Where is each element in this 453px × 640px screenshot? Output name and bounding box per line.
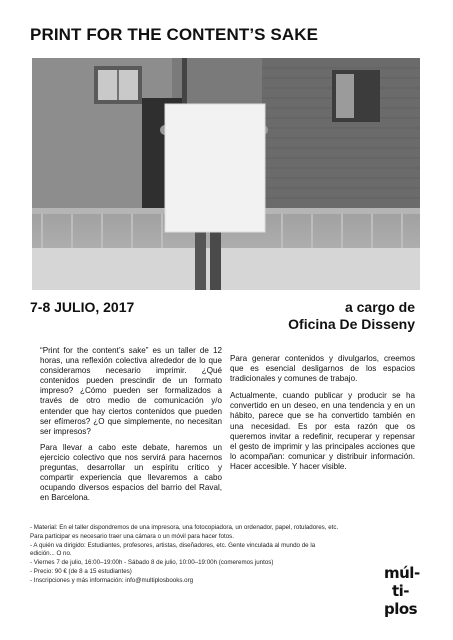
footer-contact: - Inscripciones y más información: info@multiplosbooks.org [30, 576, 194, 584]
page-title: PRINT FOR THE CONTENT’S SAKE [30, 25, 319, 44]
organizer-name: Oficina De Disseny [288, 316, 415, 332]
logo-line-1: múl- [384, 564, 420, 582]
left-column [40, 346, 222, 509]
right-column [230, 354, 415, 479]
footer-details [30, 524, 340, 586]
organizer-intro: a cargo de [344, 299, 415, 315]
multiplos-logo [384, 564, 420, 618]
right-paragraph-2: Actualmente, cuando publicar y producir se ha convertido en un deseo, en una tendencia y en un hábito, parece que se ha convertido también en una necesidad. Es por esta razón que os queremos invitar a redefinir, recuperar y repensar el gesto de imprimir y las principales acciones que lo acompañan: comunicar y distribuir información. Hacer accesible. Y hacer visible. [230, 391, 415, 471]
footer-audience: - A quién va dirigido: Estudiantes, profesores, artistas, diseñadores, etc. Gente vinculada al mundo de la edición... O no. [30, 541, 316, 558]
organizer-block [288, 299, 415, 333]
cover-photo [32, 58, 420, 290]
event-date: 7-8 JULIO, 2017 [30, 299, 135, 315]
footer-price: - Precio: 90 € (de 8 a 15 estudiantes) [30, 567, 132, 575]
footer-schedule: - Viernes 7 de julio, 16:00–19:00h - Sábado 8 de julio, 10:00–19:00h (comeremos juntos) [30, 559, 274, 567]
logo-line-2: ti- [392, 582, 410, 600]
left-paragraph-2: Para llevar a cabo este debate, haremos un ejercicio colectivo que nos servirá para hacernos preguntas, desarrollar un espíritu crítico y compartir experiencia que llevaremos a cabo ocupando diversos espacios del barrio del Raval, en Barcelona. [40, 442, 222, 503]
right-paragraph-1: Para generar contenidos y divulgarlos, creemos que es esencial desligarnos de los espacios tradicionales y comunes de trabajo. [230, 354, 415, 384]
left-paragraph-1: “Print for the content’s sake” es un taller de 12 horas, una reflexión colectiva alrededor de lo que consideramos necesario imprimir. ¿Qué contenidos pueden prescindir de un formato impreso? ¿Cómo pueden ser formalizados a través de otro medio de comunicación y/o entender que hay ciertos contenidos que pueden ser efímeros? ¿O que simplemente, no necesitan ser impresos? [40, 346, 222, 436]
logo-line-3: plos [384, 600, 418, 618]
photo-illustration [32, 58, 420, 290]
footer-material: - Material: En el taller dispondremos de una impresora, una fotocopiadora, un ordenador, papel, rotuladores, etc. Para participar es necesario traer una cámara o un móvil para hacer fotos. [30, 524, 339, 540]
